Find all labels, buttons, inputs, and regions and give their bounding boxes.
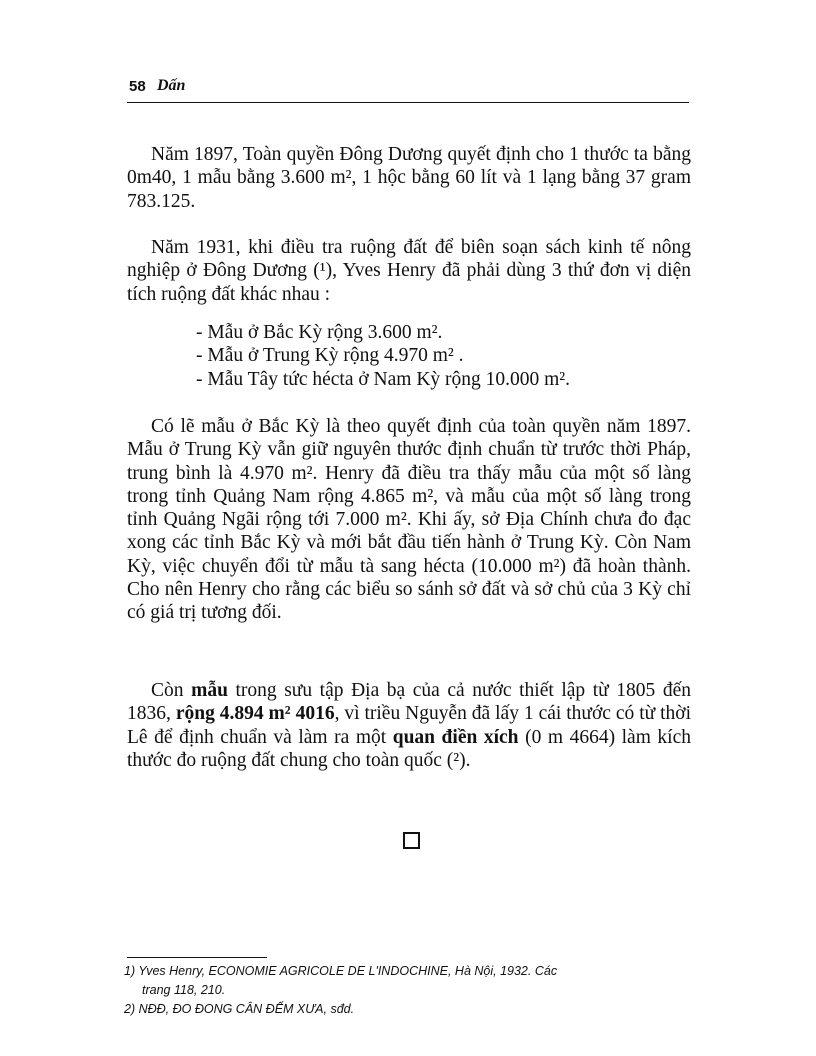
list-item: - Mẫu ở Trung Kỳ rộng 4.970 m² . (196, 345, 464, 367)
paragraph-3: Có lẽ mẫu ở Bắc Kỳ là theo quyết định của toàn quyền năm 1897. Mẫu ở Trung Kỳ vẫn giữ nguyên thước định chuẩn từ trước thời Pháp, trung bình là 4.970 m². Henry đã điều tra thấy mẫu của một số làng trong tỉnh Quảng Nam rộng 4.865 m², và mẫu của một số làng trong tỉnh Quảng Ngãi rộng tới 7.000 m². Khi ấy, sở Địa Chính chưa đo đạc xong các tỉnh Bắc Kỳ và mới bắt đầu tiến hành ở Trung Kỳ. Còn Nam Kỳ, việc chuyển đổi từ mẫu tà sang hécta (10.000 m²) đã hoàn thành. Cho nên Henry cho rằng các biểu so sánh sở đất và sở chủ của 3 Kỳ chỉ có giá trị tương đối. (127, 416, 691, 624)
footnote-1: 1) Yves Henry, ECONOMIE AGRICOLE DE L'INDOCHINE, Hà Nội, 1932. Các (124, 964, 558, 978)
bold-term-quan-dien-xich: quan điền xích (392, 726, 519, 748)
footnotes (124, 962, 694, 1019)
page-number: 58 (129, 78, 146, 95)
running-head: Dấn (157, 77, 186, 94)
bold-term-mau: mẫu (191, 680, 228, 701)
paragraph-4-text-2: trong sưu tập Địa bạ của cả nước thiết lập từ 1805 đến 1836, (127, 680, 691, 725)
paragraph-4-text-3: , vì triều Nguyễn đã lấy 1 cái thước có từ thời Lê để định chuẩn và làm ra một (127, 703, 692, 748)
list-item: - Mẫu ở Bắc Kỳ rộng 3.600 m². (196, 322, 443, 343)
page-header (127, 76, 689, 103)
list-item: - Mẫu Tây tức hécta ở Nam Kỳ rộng 10.000 m². (196, 368, 571, 390)
paragraph-1: Năm 1897, Toàn quyền Đông Dương quyết định cho 1 thước ta bằng 0m40, 1 mẫu bằng 3.600 m², 1 hộc bằng 60 lít và 1 lạng bằng 37 gram 783.125. (127, 144, 691, 212)
footnote-1-continued: trang 118, 210. (142, 983, 226, 997)
end-mark-square-icon (403, 832, 420, 849)
paragraph-4-text-1: Còn (151, 680, 192, 701)
paragraph-4-text-4: (0 m 4664) làm kích thước đo ruộng đất chung cho toàn quốc (²). (127, 726, 691, 771)
unit-list (196, 321, 570, 391)
paragraph-2: Năm 1931, khi điều tra ruộng đất để biên soạn sách kinh tế nông nghiệp ở Đông Dương (¹), Yves Henry đã phải dùng 3 thứ đơn vị diện tích ruộng đất khác nhau : (127, 237, 691, 305)
footnote-divider (127, 957, 267, 958)
paragraph-4 (127, 679, 691, 772)
footnote-2: 2) NĐĐ, ĐO ĐONG CÂN ĐẾM XƯA, sđd. (124, 1002, 355, 1016)
bold-term-area: rộng 4.894 m² 4016 (175, 703, 335, 725)
